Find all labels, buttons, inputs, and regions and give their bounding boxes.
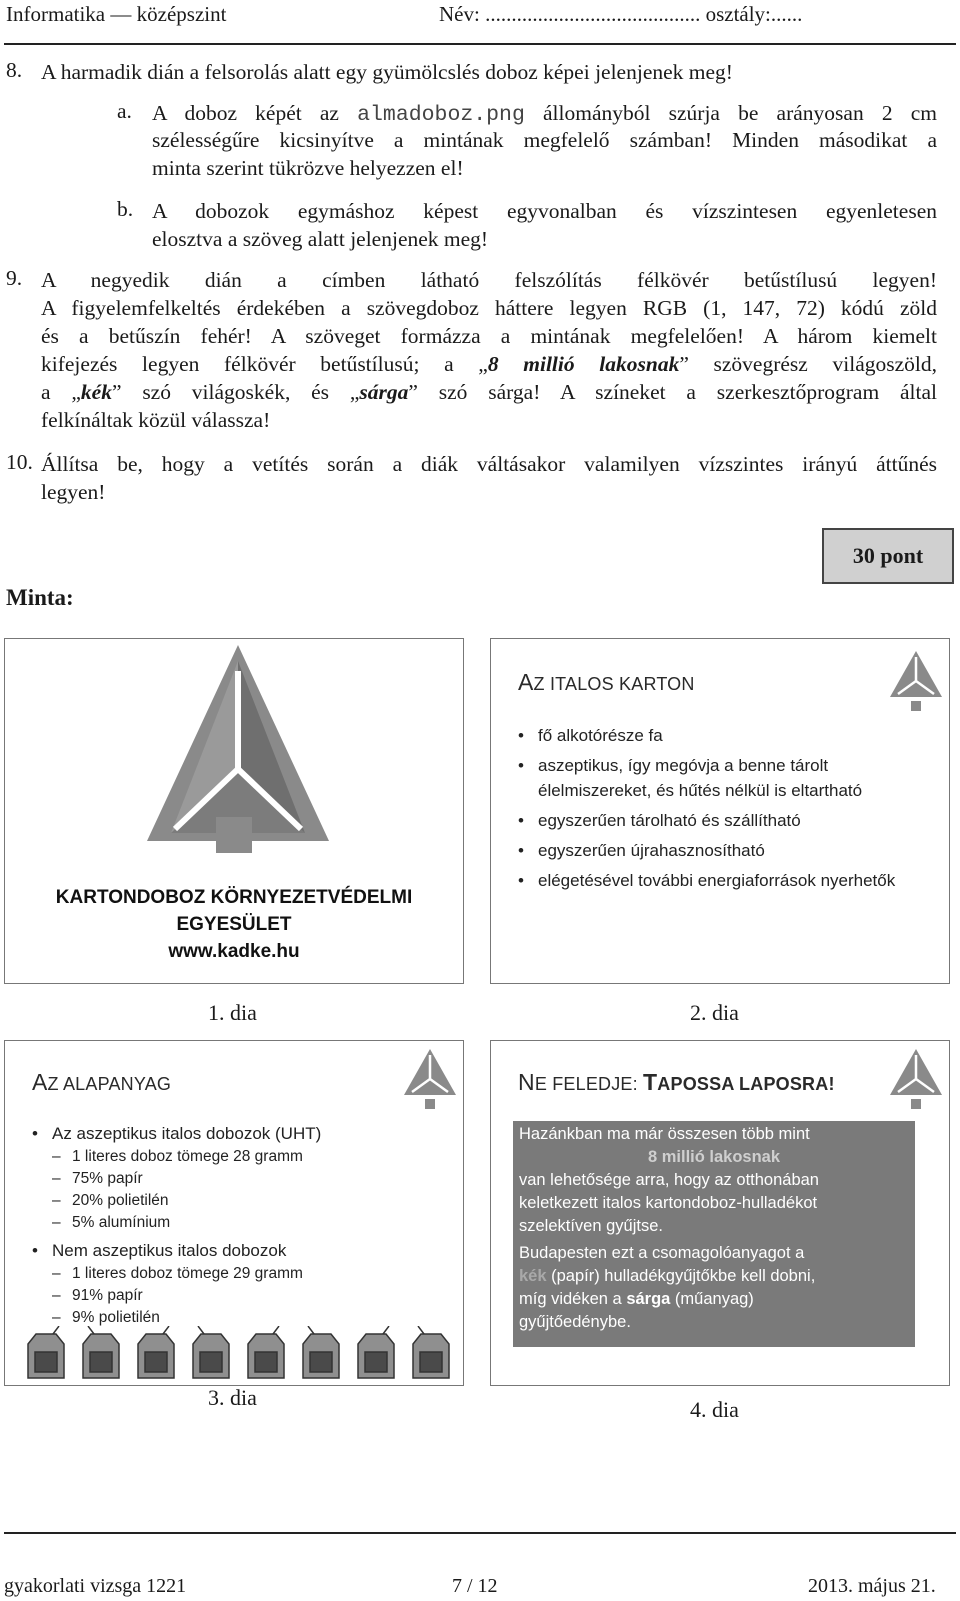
slide1-org-line1: KARTONDOBOZ KÖRNYEZETVÉDELMI bbox=[55, 887, 413, 908]
slide2-bullet-3: • egyszerűen tárolható és szállítható bbox=[518, 808, 918, 833]
slide-3 bbox=[4, 1040, 464, 1386]
points-box: 30 pont bbox=[822, 528, 954, 584]
q8a-line2: szélességűre kicsinyítve a mintának megfelelő számban! Minden másodikat a bbox=[152, 128, 937, 152]
slide3-caption: 3. dia bbox=[208, 1385, 257, 1410]
q8-text: A harmadik dián a felsorolás alatt egy gyümölcslés doboz képei jelenjenek meg! bbox=[41, 60, 733, 84]
slide3-title-rest: Z ALAPANYAG bbox=[47, 1074, 172, 1094]
slide4-title bbox=[518, 1069, 835, 1096]
sample-label: Minta: bbox=[6, 585, 74, 610]
slide3-title-cap: A bbox=[32, 1069, 48, 1095]
slide4-t1-cap: N bbox=[518, 1069, 535, 1095]
logo-square-icon bbox=[216, 817, 252, 853]
slide4-t2-cap: T bbox=[643, 1069, 658, 1095]
q9-l4-post: ” szövegrész világoszöld, bbox=[679, 352, 937, 376]
slide4-textbox bbox=[513, 1121, 915, 1347]
slide4-t1-rest: E FELEDJE: bbox=[534, 1074, 644, 1094]
slide1-text bbox=[5, 884, 463, 965]
q8-number: 8. bbox=[6, 58, 23, 82]
slide4-t2-rest: APOSSA LAPOSRA! bbox=[657, 1074, 835, 1094]
header-name-class: Név: ......................................... osztály:...... bbox=[439, 2, 803, 26]
slide3-item: – 20% polietilén bbox=[32, 1190, 452, 1212]
q8b-line1: A dobozok egymáshoz képest egyvonalban és vízszintesen egyenletesen bbox=[152, 199, 937, 223]
q9-line5 bbox=[41, 378, 937, 407]
slide-1 bbox=[4, 638, 464, 984]
slide3-item: – 75% papír bbox=[32, 1168, 452, 1190]
slide-4 bbox=[490, 1040, 950, 1386]
slide3-group-2 bbox=[32, 1238, 452, 1329]
slide4-line8-post: (műanyag) bbox=[670, 1290, 754, 1308]
slide4-line7-post: (papír) hulladékgyűjtőkbe kell dobni, bbox=[546, 1267, 816, 1285]
slide2-title bbox=[518, 669, 695, 696]
q9-l5-c: ” szó sárga! A színeket a szerkesztőprogram által bbox=[408, 380, 937, 404]
slide4-caption: 4. dia bbox=[690, 1397, 739, 1422]
slide3-bullets bbox=[32, 1121, 452, 1329]
slide3-item: – 1 literes doboz tömege 29 gramm bbox=[32, 1263, 452, 1285]
q8a-label: a. bbox=[117, 99, 132, 123]
slide4-sarga: sárga bbox=[626, 1290, 671, 1308]
q10-line1: Állítsa be, hogy a vetítés során a diák váltásakor valamilyen vízszintes irányú áttűnés bbox=[41, 452, 937, 476]
slide3-item: – 5% alumínium bbox=[32, 1212, 452, 1234]
slide3-item: – 91% papír bbox=[32, 1285, 452, 1307]
slide3-item: – 1 literes doboz tömege 28 gramm bbox=[32, 1146, 452, 1168]
slide2-bullet-5: • elégetésével további energiaforrások nyerhetők bbox=[518, 868, 918, 893]
slide4-box-highlight: 8 millió lakosnak bbox=[647, 1148, 781, 1166]
slide4-line8-pre: míg vidéken a bbox=[519, 1290, 627, 1308]
slide2-title-cap: A bbox=[518, 669, 534, 695]
q8a-pre: A doboz képét az bbox=[152, 101, 339, 125]
q9-l5-em2: sárga bbox=[359, 380, 409, 404]
header-subject: Informatika — középszint bbox=[6, 2, 227, 26]
slide3-title bbox=[32, 1069, 171, 1096]
q9-l4-em: 8 millió lakosnak bbox=[487, 352, 680, 376]
slide4-box-line7 bbox=[519, 1265, 909, 1288]
q8a-line3: minta szerint tükrözve helyezzen el! bbox=[152, 156, 464, 180]
q9-l5-b: ” szó világoskék, és „ bbox=[111, 380, 360, 404]
slide1-url: www.kadke.hu bbox=[168, 941, 300, 962]
slide2-bullets bbox=[518, 723, 918, 893]
slide3-item: – 9% polietilén bbox=[32, 1307, 452, 1329]
q8a-filename: almadoboz.png bbox=[357, 103, 525, 127]
footer-page-number: 7 / 12 bbox=[452, 1575, 498, 1597]
q10-line2: legyen! bbox=[41, 480, 106, 504]
q9-line3: és a betűszín fehér! A szöveget formázza a mintának megfelelően! A három kiemelt bbox=[41, 324, 937, 348]
q9-number: 9. bbox=[6, 266, 23, 290]
juice-boxes-icon bbox=[23, 1326, 453, 1382]
q9-line1: A negyedik dián a címben látható felszólítás félkövér betűstílusú legyen! bbox=[41, 268, 937, 292]
slide4-box-line8 bbox=[519, 1288, 909, 1311]
slide3-group-1-items bbox=[32, 1146, 452, 1234]
slide3-group-2-items bbox=[32, 1263, 452, 1329]
slide4-box-line3: van lehetősége arra, hogy az otthonában bbox=[519, 1171, 819, 1189]
q9-l4-pre: kifejezés legyen félkövér betűstílusú; a „ bbox=[41, 352, 488, 376]
q9-l5-em1: kék bbox=[80, 380, 112, 404]
slide3-group-1-label: Az aszeptikus italos dobozok (UHT) bbox=[52, 1124, 322, 1143]
slide2-bullet-2: • aszeptikus, így megóvja a benne tárolt élelmiszereket, és hűtés nélkül is eltartható bbox=[518, 753, 918, 803]
footer-exam-code: gyakorlati vizsga 1221 bbox=[4, 1575, 187, 1597]
slide4-box-line5: szelektíven gyűjtse. bbox=[519, 1217, 663, 1235]
slide4-box-line1: Hazánkban ma már összesen több mint bbox=[519, 1125, 810, 1143]
slide-2 bbox=[490, 638, 950, 984]
q8a-line1 bbox=[152, 99, 937, 130]
juice-box-row bbox=[23, 1326, 453, 1382]
slide2-caption: 2. dia bbox=[690, 1000, 739, 1025]
q10-number: 10. bbox=[6, 450, 33, 474]
logo-small-icon bbox=[402, 1047, 458, 1111]
q8b-line2: elosztva a szöveg alatt jelenjenek meg! bbox=[152, 227, 489, 251]
slide2-bullet-4: • egyszerűen újrahasznosítható bbox=[518, 838, 918, 863]
footer-rule bbox=[4, 1532, 956, 1534]
header-rule bbox=[4, 43, 956, 45]
footer-date: 2013. május 21. bbox=[808, 1575, 936, 1597]
q8b-label: b. bbox=[117, 197, 134, 221]
slide4-box-line4: keletkezett italos kartondoboz-hulladékot bbox=[519, 1194, 818, 1212]
q9-l5-a: a „ bbox=[41, 380, 81, 404]
q9-line4 bbox=[41, 350, 937, 379]
logo-small-icon bbox=[888, 649, 944, 713]
slide4-box-line6: Budapesten ezt a csomagolóanyagot a bbox=[519, 1244, 805, 1262]
slide1-org-line2: EGYESÜLET bbox=[176, 914, 292, 935]
slide4-box-line9: gyűjtőedénybe. bbox=[519, 1313, 631, 1331]
slide2-title-rest: Z ITALOS KARTON bbox=[533, 674, 695, 694]
logo-small-icon bbox=[888, 1047, 944, 1111]
q9-line6: felkínáltak közül válassza! bbox=[41, 408, 271, 432]
q9-line2: A figyelemfelkeltés érdekében a szövegdoboz háttere legyen RGB (1, 147, 72) kódú zöld bbox=[41, 296, 937, 320]
q8a-post: állományból szúrja be arányosan 2 cm bbox=[543, 101, 938, 125]
slide2-bullet-1: • fő alkotórésze fa bbox=[518, 723, 918, 748]
slide1-caption: 1. dia bbox=[208, 1000, 257, 1025]
slide4-kek: kék bbox=[519, 1267, 547, 1285]
slide3-group-2-label: Nem aszeptikus italos dobozok bbox=[52, 1241, 287, 1260]
slide3-group-1 bbox=[32, 1121, 452, 1234]
